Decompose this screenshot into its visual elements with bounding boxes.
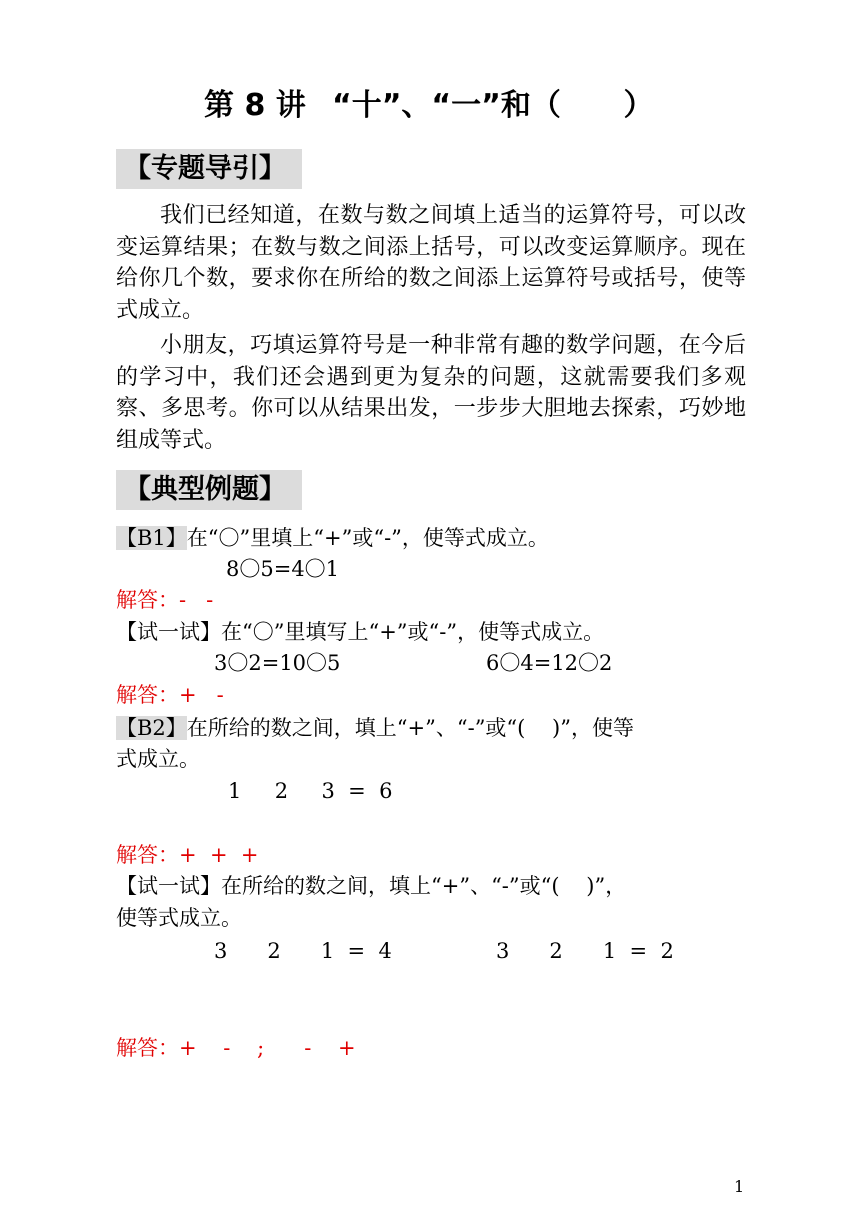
section-heading-guide: 【专题导引】 bbox=[116, 149, 302, 189]
lesson-topic: “十”、“一”和（ ） bbox=[332, 88, 654, 123]
example-b1-question bbox=[116, 523, 549, 553]
example-b1-answer: 解答：- - bbox=[116, 588, 214, 612]
intro-paragraph-2: 小朋友，巧填运算符号是一种非常有趣的数学问题，在今后的学习中，我们还会遇到更为复杂的问题，这就需要我们多观察、多思考。你可以从结果出发，一步步大胆地去探索，巧妙地组成等式。 bbox=[116, 333, 746, 453]
example-b2-text: 在所给的数之间，填上“+”、“-”或“( )”，使等 bbox=[186, 716, 634, 740]
example-b2-tag: 【B2】 bbox=[116, 716, 187, 740]
try2-answer: 解答：+ - ; - + bbox=[116, 1036, 356, 1060]
try2-text: 在所给的数之间，填上“+”、“-”或“( )”， bbox=[221, 874, 627, 898]
try2-question bbox=[116, 871, 626, 901]
example-b2-question-cont: 式成立。 bbox=[116, 747, 200, 771]
example-b2-answer: 解答：+ + + bbox=[116, 843, 259, 867]
example-b1-text: 在“〇”里填上“+”或“-”，使等式成立。 bbox=[186, 526, 549, 550]
try1-text: 在“〇”里填写上“+”或“-”，使等式成立。 bbox=[221, 620, 605, 644]
try2-question-cont: 使等式成立。 bbox=[116, 906, 242, 930]
try1-question bbox=[116, 617, 604, 647]
page-number: 1 bbox=[734, 1177, 745, 1196]
example-b2-question bbox=[116, 713, 634, 743]
try2-tag: 【试一试】 bbox=[116, 874, 221, 898]
try1-tag: 【试一试】 bbox=[116, 620, 221, 644]
try2-equation-2: 3 2 1 = 2 bbox=[496, 939, 674, 963]
section-heading-examples: 【典型例题】 bbox=[116, 470, 302, 510]
lesson-number: 第 8 讲 bbox=[204, 88, 306, 123]
intro-paragraph-1: 我们已经知道，在数与数之间填上适当的运算符号，可以改变运算结果；在数与数之间添上括号，可以改变运算顺序。现在给你几个数，要求你在所给的数之间添上运算符号或括号，使等式成立。 bbox=[116, 203, 746, 323]
example-b1-equation: 8〇5=4〇1 bbox=[226, 557, 340, 581]
example-b1-tag: 【B1】 bbox=[116, 526, 187, 550]
try1-equation-1: 3〇2=10〇5 bbox=[214, 651, 341, 675]
example-b2-equation: 1 2 3 = 6 bbox=[228, 779, 393, 803]
try1-answer: 解答：+ - bbox=[116, 683, 224, 707]
try2-equation-1: 3 2 1 = 4 bbox=[214, 939, 392, 963]
try1-equation-2: 6〇4=12〇2 bbox=[486, 651, 613, 675]
